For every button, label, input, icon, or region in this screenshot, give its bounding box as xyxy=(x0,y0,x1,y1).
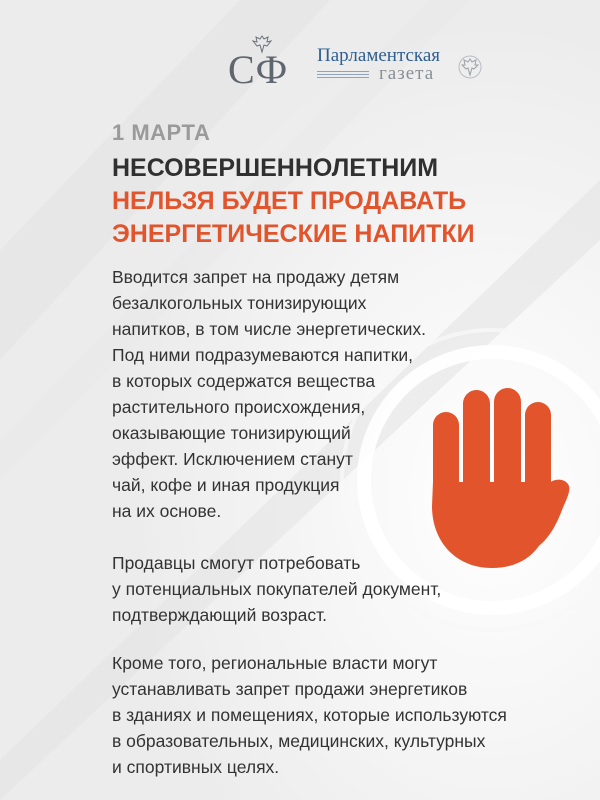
paragraph-line: Кроме того, региональные власти могут xyxy=(112,653,438,673)
date-label: 1 МАРТА xyxy=(112,120,211,145)
paragraph-line: на их основе. xyxy=(112,501,222,521)
paragraph-line: Вводится запрет на продажу детям xyxy=(112,267,400,287)
headline-line-3: ЭНЕРГЕТИЧЕСКИЕ НАПИТКИ xyxy=(112,220,475,248)
paragraph-line: безалкогольных тонизирующих xyxy=(112,293,367,313)
eagle-emblem-icon xyxy=(457,54,483,80)
headline-line-2: НЕЛЬЗЯ БУДЕТ ПРОДАВАТЬ xyxy=(112,187,467,215)
paragraph-age-check xyxy=(112,550,542,628)
paragraph-line: оказывающие тонизирующий xyxy=(112,423,351,443)
paragraph-line: подтверждающий возраст. xyxy=(112,605,328,625)
pg-logo-subtitle: газета xyxy=(379,63,435,84)
paragraph-line: Продавцы смогут потребовать xyxy=(112,553,361,573)
paragraph-line: чай, кофе и иная продукция xyxy=(112,475,340,495)
sf-logo-text: СФ xyxy=(228,47,289,92)
paragraph-line: в зданиях и помещениях, которые используются xyxy=(112,705,507,725)
paragraph-line: у потенциальных покупателей документ, xyxy=(112,579,442,599)
paragraph-line: растительного происхождения, xyxy=(112,397,366,417)
pg-logo-fine-print xyxy=(317,71,369,79)
stop-hand-icon xyxy=(412,382,570,572)
pg-logo-title: Парламентская xyxy=(317,45,441,66)
paragraph-line: напитков, в том числе энергетических. xyxy=(112,319,426,339)
paragraph-line: в которых содержатся вещества xyxy=(112,371,376,391)
sf-logo xyxy=(228,34,298,90)
header-logos xyxy=(228,34,568,94)
paragraph-regional-bans xyxy=(112,650,542,780)
paragraph-line: Под ними подразумеваются напитки, xyxy=(112,345,413,365)
headline xyxy=(112,152,582,251)
paragraph-line: и спортивных целях. xyxy=(112,757,280,777)
paragraph-line: устанавливать запрет продажи энергетиков xyxy=(112,679,468,699)
paragraph-line: в образовательных, медицинских, культурных xyxy=(112,731,486,751)
headline-line-1: НЕСОВЕРШЕННОЛЕТНИМ xyxy=(112,154,439,182)
parliament-gazette-logo xyxy=(317,46,497,90)
paragraph-line: эффект. Исключением станут xyxy=(112,449,353,469)
